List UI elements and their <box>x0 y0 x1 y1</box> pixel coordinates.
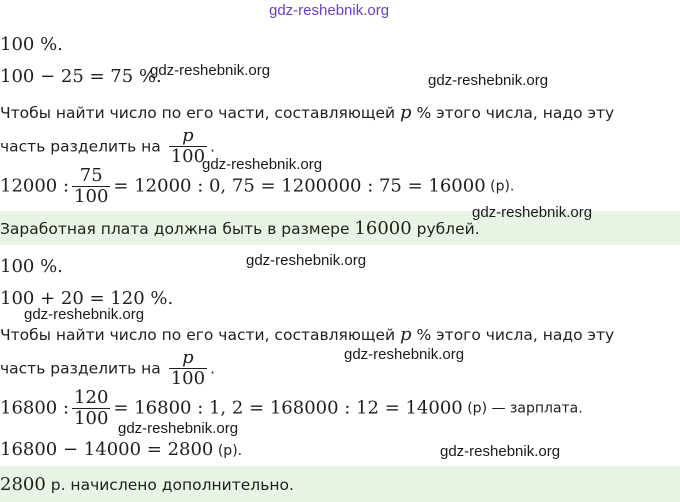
watermark: gdz-reshebnik.org <box>440 443 561 460</box>
calc-fraction: $\frac{75}{100}$ <box>74 165 109 207</box>
p2-addition-line: 100 + 20 = 120 %. <box>0 288 174 309</box>
p1-rule-line: Чтобы найти число по его части, составляющей p % этого числа, надо эту <box>0 102 615 123</box>
p-over-100-fraction: $\frac{p}{100}$ <box>170 125 206 167</box>
watermark: gdz-reshebnik.org <box>24 306 145 323</box>
p2-rule-fraction-line: часть разделить на $\frac{p}{100}$ . <box>0 347 216 389</box>
p1-answer-line: Заработная плата должна быть в размере 16000 рублей. <box>0 218 480 239</box>
watermark: gdz-reshebnik.org <box>428 72 549 89</box>
p1-subtraction-line: 100 − 25 = 75 %. <box>0 66 162 87</box>
p1-calculation-line: 12000 : $\frac{75}{100}$ = 12000 : 0, 75 = 1200000 : 75 = 16000 (р). <box>0 165 515 207</box>
p-over-100-fraction: $\frac{p}{100}$ <box>170 347 206 389</box>
watermark-top: gdz-reshebnik.org <box>269 2 390 19</box>
p2-rule-line: Чтобы найти число по его части, составляющей p % этого числа, надо эту <box>0 324 615 345</box>
p2-calculation-line: 16800 : $\frac{120}{100}$ = 16800 : 1, 2 = 168000 : 12 = 14000 (р) — зарплата. <box>0 387 583 429</box>
watermark: gdz-reshebnik.org <box>150 62 271 79</box>
p2-answer-line: 2800 р. начислено дополнительно. <box>0 474 294 495</box>
p2-percent-line: 100 %. <box>0 256 63 277</box>
p2-difference-line: 16800 − 14000 = 2800 (р). <box>0 439 243 460</box>
watermark: gdz-reshebnik.org <box>202 156 323 173</box>
calc-fraction: $\frac{120}{100}$ <box>74 387 109 429</box>
p1-percent-line: 100 %. <box>0 34 63 55</box>
watermark: gdz-reshebnik.org <box>344 346 465 363</box>
p1-rule-fraction-line: часть разделить на $\frac{p}{100}$ . <box>0 125 216 167</box>
watermark: gdz-reshebnik.org <box>472 204 593 221</box>
watermark: gdz-reshebnik.org <box>118 420 239 437</box>
watermark: gdz-reshebnik.org <box>246 252 367 269</box>
